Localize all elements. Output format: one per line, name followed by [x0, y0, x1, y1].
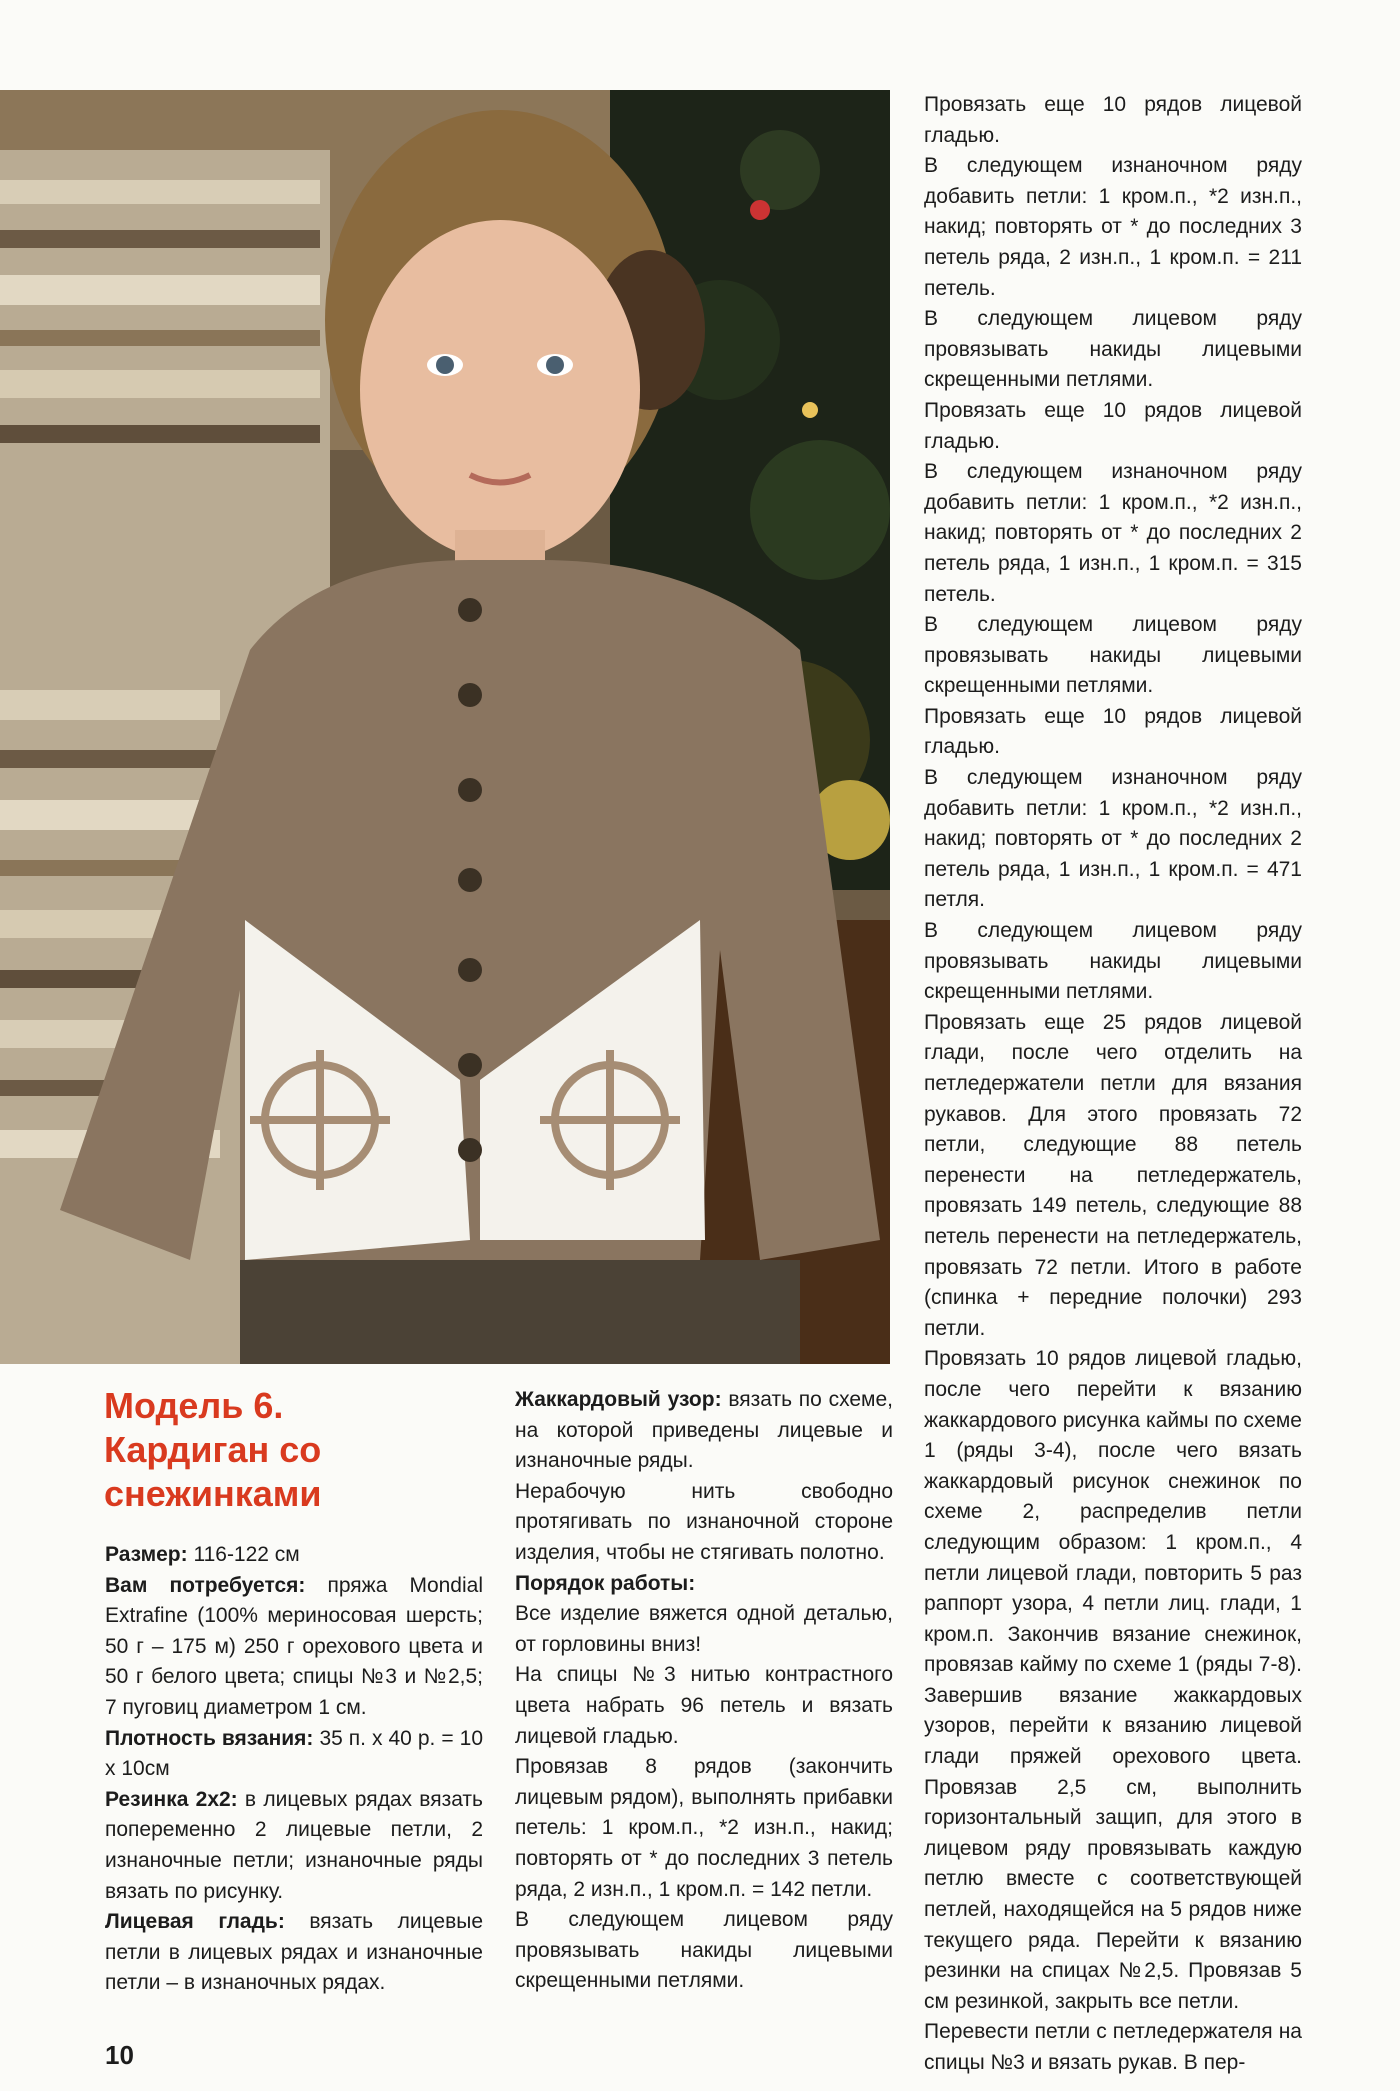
right-column — [924, 90, 1302, 2079]
floats-paragraph: Нерабочую нить свободно протягивать по изнаночной стороне изделия, чтобы не стягивать полотно. — [515, 1479, 893, 1564]
right-p12: Перевести петли с петледержателя на спицы №3 и вязать рукав. В пер- — [924, 2020, 1302, 2074]
title-line-2: Кардиган со — [104, 1429, 322, 1470]
procedure-intro: Все изделие вяжется одной деталью, от горловины вниз! — [515, 1602, 893, 1656]
right-p10: Провязать еще 25 рядов лицевой глади, после чего отделить на петледержатели петли для вязания рукавов. Для этого провязать 72 петли, следующие 88 петель перенести на петледержатель, провязать 149 петель, следующие 88 петель перенести на петледержатель, провязать 72 петли. Итого в работе (спинка + передние полочки) 293 петли. — [924, 1010, 1302, 1340]
page-number: 10 — [105, 2040, 134, 2070]
right-p1: Провязать еще 10 рядов лицевой гладью. — [924, 93, 1302, 147]
right-p7: Провязать еще 10 рядов лицевой гладью. — [924, 704, 1302, 759]
face — [360, 220, 640, 560]
rib-paragraph: Резинка 2х2: в лицевых рядах вязать попеременно 2 лицевые петли, 2 изнаночные петли; изнаночные ряды вязать по рисунку. — [105, 1787, 483, 1903]
right-p11: Провязать 10 рядов лицевой гладью, после чего перейти к вязанию жаккардового рисунка каймы по схеме 1 (ряды 3-4), после чего вязать жаккардовый рисунок снежинок по схеме 2, распределив петли следующим образом: 1 кром.п., 4 петли лицевой глади, повторить 5 раз раппорт узора, 4 петли лиц. глади, 1 кром.п. Закончив вязание снежинок, провязав кайму по схеме 1 (ряды 7-8). Завершив вязание жаккардовых узоров, перейти к вязанию лицевой глади пряжей орехового цвета. Провязав 2,5 см, выполнить горизонтальный защип, для этого в лицевом ряду провязывать каждую петлю вместе с соответствующей петлей, находящейся на 5 рядов ниже текущего ряда. Перейти к вязанию резинки на спицах №2,5. Провязав 5 см резинкой, закрыть все петли. — [924, 1347, 1302, 2013]
right-p6: В следующем лицевом ряду провязывать накиды лицевыми скрещенными петлями. — [924, 613, 1302, 698]
right-p2: В следующем изнаночном ряду добавить петли: 1 кром.п., *2 изн.п., накид; повторять от * до последних 3 петель ряда, 2 изн.п., 1 кром.п. = 211 петель. — [924, 154, 1302, 300]
right-p3: В следующем лицевом ряду провязывать накиды лицевыми скрещенными петлями. — [924, 307, 1302, 392]
right-p5: В следующем изнаночном ряду добавить петли: 1 кром.п., *2 изн.п., накид; повторять от * до последних 2 петель ряда, 1 изн.п., 1 кром.п. = 315 петель. — [924, 460, 1302, 606]
right-p9: В следующем лицевом ряду провязывать накиды лицевыми скрещенными петлями. — [924, 919, 1302, 1004]
cover-photo — [0, 90, 890, 1364]
increase-paragraph: Провязав 8 рядов (закончить лицевым рядом), выполнять прибавки петель: 1 кром.п., *2 изн.п., накид; повторять от * до последних 3 петель ряда, 2 изн.п., 1 кром.п. = 142 петли. — [515, 1755, 893, 1901]
gauge-paragraph: Плотность вязания: 35 п. х 40 р. = 10 х 10см — [105, 1726, 483, 1781]
stockinette-paragraph: Лицевая гладь: вязать лицевые петли в лицевых рядах и изнаночные петли – в изнаночных рядах. — [105, 1910, 483, 1995]
cast-on-paragraph: На спицы №3 нитью контрастного цвета набрать 96 петель и вязать лицевой гладью. — [515, 1663, 893, 1748]
title-line-1: Модель 6. — [104, 1385, 284, 1426]
left-column — [105, 1540, 483, 1999]
title-line-3: снежинками — [104, 1473, 322, 1514]
twisted-paragraph: В следующем лицевом ряду провязывать накиды лицевыми скрещенными петлями. — [515, 1908, 893, 1993]
right-p8: В следующем изнаночном ряду добавить петли: 1 кром.п., *2 изн.п., накид; повторять от * до последних 2 петель ряда, 1 изн.п., 1 кром.п. = 471 петля. — [924, 766, 1302, 912]
article-title — [104, 1384, 484, 1516]
jacquard-paragraph: Жаккардовый узор: вязать по схеме, на которой приведены лицевые и изнаночные ряды. — [515, 1388, 893, 1473]
materials-paragraph: Вам потребуется: пряжа Mondial Extrafine (100% мериносовая шерсть; 50 г – 175 м) 250 г орехового цвета и 50 г белого цвета; спицы №3 и №2,5; 7 пуговиц диаметром 1 см. — [105, 1573, 483, 1719]
procedure-heading: Порядок работы: — [515, 1571, 696, 1595]
right-p4: Провязать еще 10 рядов лицевой гладью. — [924, 398, 1302, 453]
size-paragraph: Размер: 116-122 см — [105, 1543, 300, 1566]
middle-column — [515, 1385, 893, 1997]
